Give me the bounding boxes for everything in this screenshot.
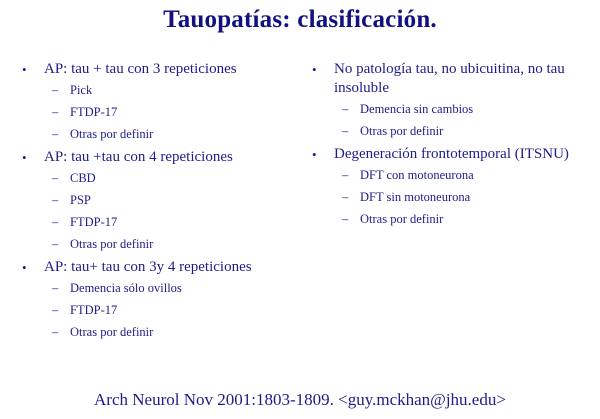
bullet-item: [312, 145, 587, 227]
sub-item: [44, 126, 302, 142]
sub-item-text: Otras por definir: [70, 127, 154, 141]
bullet-text: AP: tau + tau con 3 repeticiones: [44, 61, 237, 77]
sub-item-text: PSP: [70, 193, 91, 207]
bullet-icon: •: [312, 147, 317, 162]
bullet-icon: •: [312, 62, 317, 77]
dash-icon: –: [52, 193, 59, 207]
slide-title: Tauopatías: clasificación.: [163, 6, 437, 33]
sub-item-text: Otras por definir: [70, 237, 154, 251]
dash-icon: –: [52, 237, 59, 251]
dash-icon: –: [52, 281, 59, 295]
dash-icon: –: [342, 124, 349, 138]
dash-icon: –: [342, 168, 349, 182]
citation: Arch Neurol Nov 2001:1803-1809. <guy.mckhan@jhu.edu>: [94, 390, 506, 409]
bullet-icon: •: [22, 150, 27, 165]
sub-item: [44, 104, 302, 120]
dash-icon: –: [52, 127, 59, 141]
bullet-text: AP: tau +tau con 4 repeticiones: [44, 149, 233, 165]
bullet-text: No patología tau, no ubicuitina, no tau insoluble: [334, 61, 565, 96]
sub-item: [334, 167, 587, 183]
bullet-icon: •: [22, 62, 27, 77]
sub-item: [334, 123, 587, 139]
dash-icon: –: [52, 83, 59, 97]
sub-item: [334, 211, 587, 227]
bullet-icon: •: [22, 260, 27, 275]
sub-item-text: FTDP-17: [70, 105, 118, 119]
bullet-text: AP: tau+ tau con 3y 4 repeticiones: [44, 259, 252, 275]
sub-item-text: DFT sin motoneurona: [360, 190, 471, 204]
sub-item-text: Otras por definir: [360, 124, 444, 138]
sub-item-text: FTDP-17: [70, 215, 118, 229]
sub-item: [44, 236, 302, 252]
dash-icon: –: [52, 303, 59, 317]
dash-icon: –: [342, 102, 349, 116]
dash-icon: –: [342, 190, 349, 204]
bullet-item: [22, 258, 302, 340]
bullet-text: Degeneración frontotemporal (ITSNU): [334, 146, 569, 162]
sub-item-text: Pick: [70, 83, 93, 97]
right-column: [312, 60, 587, 233]
sub-item: [44, 280, 302, 296]
bullet-item: [22, 60, 302, 142]
dash-icon: –: [52, 325, 59, 339]
dash-icon: –: [342, 212, 349, 226]
sub-item: [44, 302, 302, 318]
sub-item-text: Otras por definir: [70, 325, 154, 339]
sub-item-text: DFT con motoneurona: [360, 168, 474, 182]
sub-item-text: Demencia sin cambios: [360, 102, 474, 116]
bullet-item: [312, 60, 587, 139]
sub-item: [44, 82, 302, 98]
sub-item-text: FTDP-17: [70, 303, 118, 317]
dash-icon: –: [52, 171, 59, 185]
sub-item: [334, 101, 587, 117]
dash-icon: –: [52, 105, 59, 119]
sub-item: [44, 214, 302, 230]
sub-item: [44, 170, 302, 186]
dash-icon: –: [52, 215, 59, 229]
sub-item: [44, 192, 302, 208]
sub-item-text: Otras por definir: [360, 212, 444, 226]
sub-item: [44, 324, 302, 340]
left-column: [22, 60, 302, 346]
sub-item-text: CBD: [70, 171, 96, 185]
bullet-item: [22, 148, 302, 252]
sub-item-text: Demencia sólo ovillos: [70, 281, 182, 295]
sub-item: [334, 189, 587, 205]
